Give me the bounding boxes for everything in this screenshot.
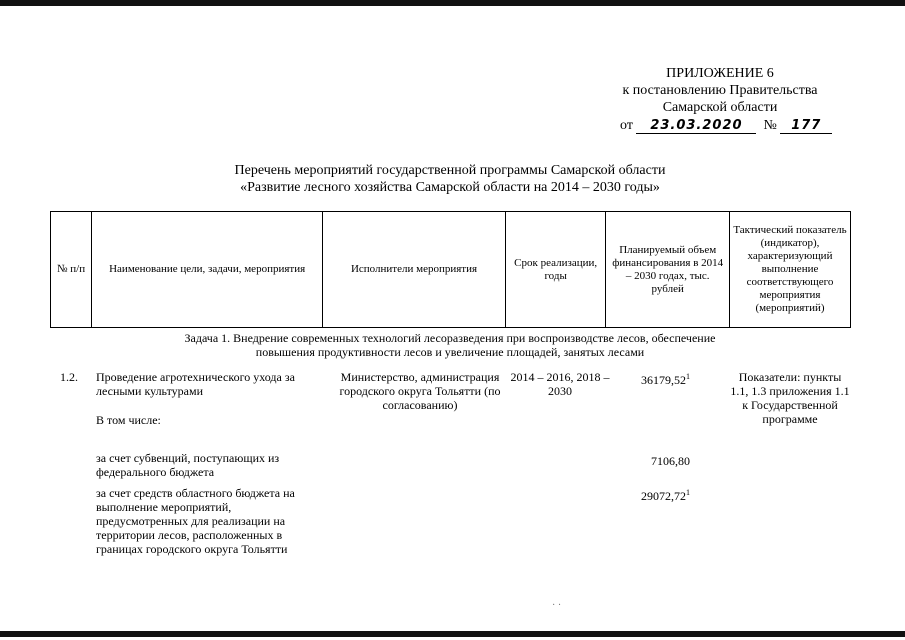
subrow-federal-value: 7106,80 (651, 454, 690, 468)
scan-border-bottom (0, 631, 905, 637)
measure-name: Проведение агротехнического ухода за лесными культурами (96, 370, 295, 398)
task-heading: Задача 1. Внедрение современных технологий лесоразведения при воспроизводстве лесов, обеспечение повышения продуктивности лесов и увеличение площадей, занятых лесами (184, 331, 716, 359)
header-indicator: Тактический показатель (индикатор), характеризующий выполнение соответствующего мероприятия (мероприятий) (729, 212, 850, 328)
document-title (150, 162, 750, 196)
title-line-1: Перечень мероприятий государственной программы Самарской области (234, 163, 666, 178)
subrow-regional-footnote-mark: 1 (686, 488, 690, 497)
decree-date-line (620, 118, 832, 134)
header-executors: Исполнители мероприятия (323, 212, 506, 328)
scan-border-top (0, 0, 905, 6)
subrow-regional-value: 29072,72 (641, 489, 686, 503)
decree-date: 23.03.2020 (636, 118, 756, 134)
subrow-federal-name: за счет субвенций, поступающих из федерального бюджета (96, 451, 280, 479)
scan-speck: · · (552, 600, 562, 611)
financing-footnote-mark: 1 (686, 372, 690, 381)
title-line-2: «Развитие лесного хозяйства Самарской области на 2014 – 2030 годы» (240, 180, 660, 195)
approval-block (560, 65, 880, 116)
decree-number: 177 (780, 118, 832, 134)
table-header-row (51, 212, 851, 328)
financing-value: 36179,52 (641, 373, 686, 387)
header-name: Наименование цели, задачи, мероприятия (92, 212, 323, 328)
decree-reference: к постановлению Правительства (622, 83, 818, 98)
measures-table (50, 211, 851, 328)
government-name: Самарской области (662, 100, 778, 115)
header-num: № п/п (51, 212, 92, 328)
subrow-regional-name: за счет средств областного бюджета на выполнение мероприятий, предусмотренных для реализации на территории лесов, расположенных в границах городского округа Тольятти (96, 486, 295, 556)
header-financing: Планируемый объем финансирования в 2014 – 2030 годах, тыс. рублей (606, 212, 730, 328)
header-term: Срок реализации, годы (505, 212, 606, 328)
measure-executors: Министерство, администрация городского округа Тольятти (по согласованию) (339, 370, 501, 412)
number-label: № (763, 118, 777, 133)
date-label: от (620, 118, 633, 133)
subrow-regional-financing (610, 486, 690, 503)
measure-financing (610, 370, 690, 387)
measure-term: 2014 – 2016, 2018 – 2030 (510, 370, 610, 398)
including-label: В том числе: (96, 413, 161, 427)
subrow-federal-financing (610, 451, 690, 468)
appendix-heading: ПРИЛОЖЕНИЕ 6 (666, 66, 774, 81)
measure-indicator: Показатели: пункты 1.1, 1.3 приложения 1.1 к Государственной программе (730, 370, 850, 426)
row-number: 1.2. (60, 370, 78, 384)
